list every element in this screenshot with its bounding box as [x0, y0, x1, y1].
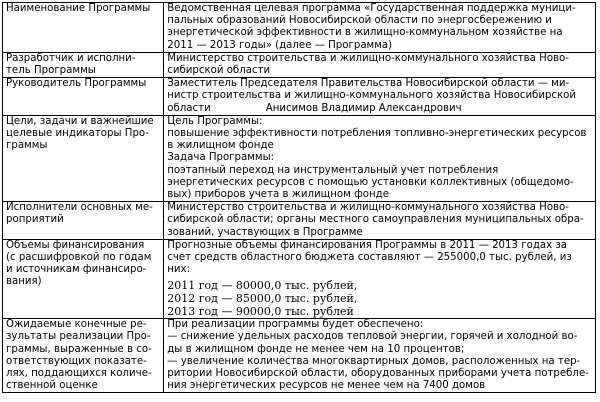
row-label-line: Руководитель Программы	[6, 78, 147, 90]
table-row-goals	[3, 115, 596, 201]
row-label-line: ственной оценке	[6, 380, 98, 392]
row-content-cell	[164, 3, 596, 53]
row-content-line: в жилищном фонде	[167, 140, 274, 152]
row-content-line: Заместитель Председателя Правительства Новосибирской области — ми-	[167, 78, 570, 90]
row-label-cell	[3, 3, 164, 53]
row-label-line: (с расшифровкой по годам	[6, 252, 152, 264]
row-content-line: Прогнозные объемы финансирования Программы в 2011 — 2013 годах за	[167, 239, 568, 251]
row-label-line: Наименование Программы	[6, 3, 151, 14]
row-label-line: Объемы финансирования	[6, 239, 145, 251]
funding-year-line: 2012 год — 85000,0 тыс. рублей,	[167, 292, 358, 306]
row-content-line: Ведомственная целевая программа «Государственная поддержка муници-	[167, 3, 576, 14]
table-row-developer	[3, 52, 596, 77]
table-row-head	[3, 78, 596, 116]
row-content-line: энергетических ресурсов с помощью установки коллективных (общедомо-	[167, 176, 574, 188]
row-label-line: целевые индикаторы Про-	[6, 128, 149, 140]
row-label-line: лях, поддающихся количе-	[6, 368, 152, 380]
row-label-line: зультаты реализации Про-	[6, 331, 151, 343]
table-row-program-name	[3, 3, 596, 53]
row-label-line: вания)	[6, 276, 42, 288]
row-content-line: 2011 — 2013 годы» (далее — Программа)	[167, 39, 393, 51]
row-label-cell	[3, 202, 164, 240]
funding-year-line: 2013 год — 90000,0 тыс. рублей	[167, 304, 354, 318]
row-content-line: повышение эффективности потребления топливно-энергетических ресурсов	[167, 128, 587, 140]
row-content-line: ритории Новосибирской области, оборудованных приборами учета потребле-	[167, 368, 589, 380]
row-content-line: ния энергетических ресурсов не менее чем на 7400 домов	[167, 380, 486, 392]
row-content-line: ды в жилищном фонде не менее чем на 10 процентов;	[167, 343, 465, 355]
table-row-funding	[3, 239, 596, 318]
row-label-line: тель Программы	[6, 65, 96, 77]
row-label-cell	[3, 115, 164, 201]
row-content-line: энергетической эффективности в жилищно-коммунальном хозяйстве на	[167, 27, 563, 39]
row-label-line: Цели, задачи и важнейшие	[6, 115, 154, 127]
row-content-line: сибирской области	[167, 65, 271, 77]
row-content-line: пальных образований Новосибирской области по энергосбережению и	[167, 15, 552, 27]
row-label-line: Разработчик и исполни-	[6, 52, 136, 64]
row-label-line: Исполнители основных ме-	[6, 202, 153, 214]
row-label-line: Ожидаемые конечные ре-	[6, 319, 147, 331]
row-content-line: — увеличение количества многоквартирных домов, расположенных на тер-	[167, 355, 581, 367]
row-content-line: области Анисимов Владимир Александрович	[167, 102, 462, 114]
funding-year-line: 2011 год — 80000,0 тыс. рублей,	[167, 279, 358, 293]
row-label-cell	[3, 239, 164, 318]
row-content-line: вых) приборов учета в жилищном фонде	[167, 189, 389, 201]
row-content-line: них:	[167, 264, 191, 276]
row-content-line: счет средств областного бюджета составляют — 255000,0 тыс. рублей, из	[167, 252, 572, 264]
row-label-line: граммы	[6, 140, 48, 152]
row-content-cell	[164, 239, 596, 318]
row-label-line: ответствующих показате-	[6, 355, 147, 367]
table-row-expected-results	[3, 319, 596, 393]
row-content-cell	[164, 52, 596, 77]
row-content-cell	[164, 319, 596, 393]
row-content-line: — снижение удельных расходов тепловой энергии, горячей и холодной во-	[167, 331, 578, 343]
table-row-executors	[3, 202, 596, 240]
row-content-cell	[164, 78, 596, 116]
row-label-line: роприятий	[6, 214, 64, 226]
row-content-line: Министерство строительства и жилищно-коммунального хозяйства Ново-	[167, 202, 569, 214]
program-passport-table	[2, 2, 596, 393]
row-label-line: граммы, выраженные в со-	[6, 343, 152, 355]
row-label-cell	[3, 78, 164, 116]
program-passport-document	[2, 2, 598, 393]
row-content-cell	[164, 202, 596, 240]
row-content-line: Задача Программы:	[167, 152, 275, 164]
row-content-cell	[164, 115, 596, 201]
row-content-line: сибирской области; органы местного самоуправления муниципальных обра-	[167, 214, 584, 226]
row-content-line: поэтапный переход на инструментальный учет потребления	[167, 164, 499, 176]
row-label-cell	[3, 52, 164, 77]
row-label-line: и источникам финансиро-	[6, 264, 147, 276]
row-content-line: Цель Программы:	[167, 115, 263, 127]
row-label-cell	[3, 319, 164, 393]
row-content-line: зований, участвующих в Программе	[167, 226, 363, 238]
row-content-line: нистр строительства и жилищно-коммунального хозяйства Новосибирской	[167, 90, 577, 102]
row-content-line: При реализации программы будет обеспечено:	[167, 319, 424, 331]
row-content-line: Министерство строительства и жилищно-коммунального хозяйства Ново-	[167, 52, 569, 64]
